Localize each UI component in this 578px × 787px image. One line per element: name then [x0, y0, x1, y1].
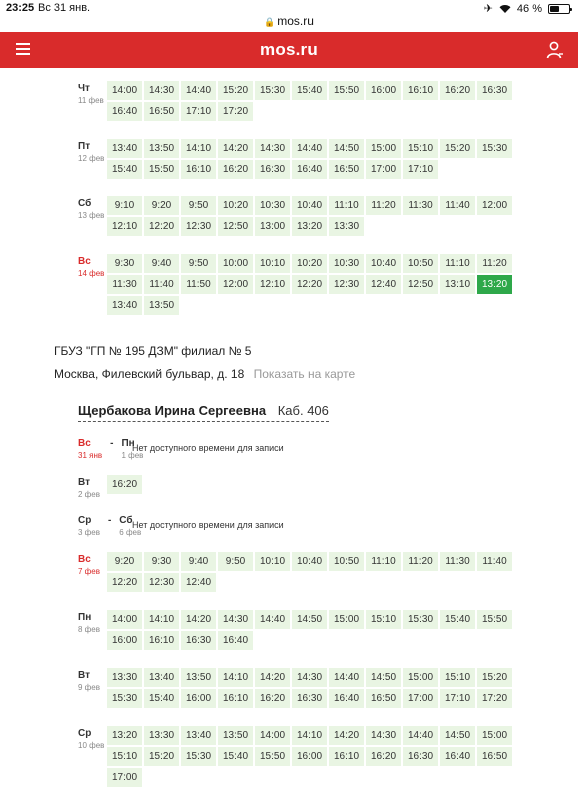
time-slots [107, 81, 517, 121]
day-date: 10 фев [78, 741, 105, 750]
range-start [78, 515, 100, 537]
time-slot[interactable]: 12:50 [218, 217, 253, 236]
time-slot[interactable]: 15:10 [107, 747, 142, 766]
day-label [78, 141, 104, 163]
time-slot[interactable]: 16:50 [366, 689, 401, 708]
time-slot[interactable]: 11:40 [477, 552, 512, 571]
time-slot[interactable]: 11:50 [181, 275, 216, 294]
time-slot[interactable]: 11:10 [440, 254, 475, 273]
time-slot[interactable]: 12:20 [292, 275, 327, 294]
time-slot[interactable]: 17:10 [440, 689, 475, 708]
day-label [78, 83, 104, 105]
user-icon[interactable] [546, 41, 564, 59]
time-slot[interactable]: 12:30 [329, 275, 364, 294]
day-name: Вт [78, 670, 90, 681]
time-slot[interactable]: 16:10 [329, 747, 364, 766]
time-slots [107, 552, 517, 592]
time-slot[interactable]: 13:50 [144, 139, 179, 158]
time-slot[interactable]: 11:40 [144, 275, 179, 294]
time-slot[interactable]: 15:20 [218, 81, 253, 100]
day-date: 9 фев [78, 683, 100, 692]
time-slot[interactable]: 15:00 [403, 668, 438, 687]
day-date: 31 янв [78, 451, 103, 460]
time-slot[interactable]: 16:40 [292, 160, 327, 179]
time-slot[interactable]: 10:20 [292, 254, 327, 273]
time-slot[interactable]: 16:30 [477, 81, 512, 100]
day-label [78, 198, 104, 220]
time-slot[interactable]: 9:30 [144, 552, 179, 571]
time-slot[interactable]: 9:20 [144, 196, 179, 215]
time-slot[interactable]: 12:30 [144, 573, 179, 592]
time-slot[interactable]: 11:30 [403, 196, 438, 215]
time-slot[interactable]: 16:10 [403, 81, 438, 100]
day-name: Сб [119, 515, 133, 526]
day-label [78, 554, 100, 576]
day-date: 14 фев [78, 269, 105, 278]
time-slot[interactable]: 10:00 [218, 254, 253, 273]
time-slot[interactable]: 17:20 [218, 102, 253, 121]
time-slot[interactable]: 14:50 [329, 139, 364, 158]
time-slot[interactable]: 12:10 [107, 217, 142, 236]
time-slot[interactable]: 10:30 [329, 254, 364, 273]
day-name: Вт [78, 477, 90, 488]
time-slot[interactable]: 15:30 [403, 610, 438, 629]
time-slot[interactable]: 12:10 [255, 275, 290, 294]
time-slot[interactable]: 16:20 [366, 747, 401, 766]
day-label [78, 670, 100, 692]
range-separator: - [107, 515, 112, 526]
time-slot[interactable]: 16:20 [107, 475, 142, 494]
time-slot[interactable]: 15:40 [218, 747, 253, 766]
url-text: mos.ru [277, 14, 314, 28]
time-slot[interactable]: 12:00 [218, 275, 253, 294]
url-bar[interactable] [0, 14, 578, 32]
time-slot[interactable]: 16:10 [144, 631, 179, 650]
time-slots [107, 196, 517, 236]
day-date: 11 фев [78, 96, 104, 105]
time-slot[interactable]: 9:50 [218, 552, 253, 571]
time-slot[interactable]: 14:10 [292, 726, 327, 745]
time-slot[interactable]: 15:50 [477, 610, 512, 629]
time-slot[interactable]: 16:40 [440, 747, 475, 766]
day-name: Ср [78, 728, 92, 739]
time-slot[interactable]: 11:10 [329, 196, 364, 215]
time-slot[interactable]: 10:40 [292, 552, 327, 571]
time-slot[interactable]: 12:20 [144, 217, 179, 236]
time-slot[interactable]: 17:20 [477, 689, 512, 708]
time-slot[interactable]: 15:10 [440, 668, 475, 687]
time-slot[interactable]: 14:30 [144, 81, 179, 100]
time-slot[interactable]: 15:50 [144, 160, 179, 179]
time-slot[interactable]: 14:20 [255, 668, 290, 687]
time-slots [107, 139, 517, 179]
time-slot[interactable]: 12:00 [477, 196, 512, 215]
time-slot[interactable]: 16:00 [292, 747, 327, 766]
day-date: 13 фев [78, 211, 105, 220]
time-slot[interactable]: 14:10 [181, 139, 216, 158]
time-slot[interactable]: 16:40 [329, 689, 364, 708]
time-slot[interactable]: 13:40 [144, 668, 179, 687]
time-slot[interactable]: 10:20 [218, 196, 253, 215]
wifi-icon [499, 4, 511, 13]
time-slot[interactable]: 14:40 [329, 668, 364, 687]
time-slot[interactable]: 9:40 [144, 254, 179, 273]
time-slot[interactable]: 13:00 [255, 217, 290, 236]
time-slot[interactable]: 10:10 [255, 552, 290, 571]
time-slot[interactable]: 14:20 [218, 139, 253, 158]
day-label [78, 612, 100, 634]
day-date: 8 фев [78, 625, 100, 634]
time-slot[interactable]: 11:20 [366, 196, 401, 215]
time-slot[interactable]: 14:20 [181, 610, 216, 629]
time-slot[interactable]: 13:50 [218, 726, 253, 745]
time-slot[interactable]: 14:30 [292, 668, 327, 687]
time-slot[interactable]: 10:40 [292, 196, 327, 215]
time-slot[interactable]: 13:40 [107, 296, 142, 315]
time-slot[interactable]: 13:20 [292, 217, 327, 236]
time-slot[interactable]: 13:20 [107, 726, 142, 745]
day-date: 12 фев [78, 154, 105, 163]
show-on-map-link[interactable]: Показать на карте [253, 367, 356, 381]
time-slot[interactable]: 15:10 [403, 139, 438, 158]
time-slot[interactable]: 9:20 [107, 552, 142, 571]
time-slot[interactable]: 10:50 [329, 552, 364, 571]
time-slot[interactable]: 16:20 [440, 81, 475, 100]
time-slot[interactable]: 16:10 [181, 160, 216, 179]
day-label [78, 728, 104, 750]
day-label [78, 256, 104, 278]
time-slot[interactable]: 14:10 [144, 610, 179, 629]
time-slot[interactable]: 16:30 [292, 689, 327, 708]
clinic-address-text: Москва, Филевский бульвар, д. 18 [54, 367, 245, 381]
time-slot[interactable]: 13:40 [107, 139, 142, 158]
time-slot[interactable]: 15:40 [292, 81, 327, 100]
time-slot[interactable]: 12:40 [181, 573, 216, 592]
time-slot[interactable]: 15:40 [144, 689, 179, 708]
doctor-header[interactable] [78, 403, 329, 422]
time-slot[interactable]: 17:00 [107, 768, 142, 787]
time-slot[interactable]: 15:20 [440, 139, 475, 158]
time-slot[interactable]: 13:30 [144, 726, 179, 745]
time-slot[interactable]: 13:40 [181, 726, 216, 745]
time-slot[interactable]: 14:30 [255, 139, 290, 158]
time-slot[interactable]: 13:30 [107, 668, 142, 687]
battery-percent: 46 % [516, 2, 542, 15]
time-slots [107, 726, 517, 787]
time-slot[interactable]: 16:50 [329, 160, 364, 179]
doctor-room: Каб. 406 [277, 403, 329, 418]
time-slot[interactable]: 14:50 [292, 610, 327, 629]
airplane-icon: ✈ [483, 3, 493, 15]
time-slot[interactable]: 9:40 [181, 552, 216, 571]
day-name: Пн [78, 612, 92, 623]
time-slots [107, 668, 517, 708]
day-name: Пн [121, 438, 135, 449]
time-slot[interactable]: 14:10 [218, 668, 253, 687]
time-slot[interactable]: 10:30 [255, 196, 290, 215]
time-slot[interactable]: 12:30 [181, 217, 216, 236]
time-slots [107, 475, 517, 494]
time-slot[interactable]: 9:10 [107, 196, 142, 215]
day-date: 7 фев [78, 567, 100, 576]
time-slot[interactable]: 15:50 [329, 81, 364, 100]
time-slot[interactable]: 16:20 [218, 160, 253, 179]
day-label [78, 477, 100, 499]
time-slot[interactable]: 15:30 [181, 747, 216, 766]
day-name: Ср [78, 515, 92, 526]
status-time: 23:25 [6, 2, 35, 14]
time-slot[interactable]: 13:50 [181, 668, 216, 687]
time-slot[interactable]: 15:20 [477, 668, 512, 687]
time-slot[interactable]: 14:50 [440, 726, 475, 745]
time-slot[interactable]: 12:50 [403, 275, 438, 294]
status-date: Вс 31 янв. [38, 2, 91, 14]
time-slot[interactable]: 16:00 [181, 689, 216, 708]
time-slot[interactable]: 16:00 [366, 81, 401, 100]
time-slot[interactable]: 9:50 [181, 196, 216, 215]
time-slot[interactable]: 15:00 [329, 610, 364, 629]
time-slot[interactable]: 16:00 [107, 631, 142, 650]
time-slot[interactable]: 14:40 [403, 726, 438, 745]
time-slot[interactable]: 15:20 [144, 747, 179, 766]
time-slot[interactable]: 10:50 [403, 254, 438, 273]
time-slot[interactable]: 12:20 [107, 573, 142, 592]
no-slots-message: Нет доступного времени для записи [132, 520, 284, 530]
time-slot[interactable]: 9:30 [107, 254, 142, 273]
time-slot[interactable]: 13:10 [440, 275, 475, 294]
clinic-address [54, 367, 355, 381]
time-slot[interactable]: 14:30 [366, 726, 401, 745]
day-date: 3 фев [78, 528, 100, 537]
time-slot[interactable]: 11:20 [477, 254, 512, 273]
time-slot[interactable]: 11:30 [440, 552, 475, 571]
time-slot[interactable]: 10:40 [366, 254, 401, 273]
time-slot[interactable]: 17:00 [403, 689, 438, 708]
time-slot[interactable]: 10:10 [255, 254, 290, 273]
day-name: Вс [78, 256, 91, 267]
time-slot[interactable]: 11:20 [403, 552, 438, 571]
time-slot[interactable]: 17:10 [181, 102, 216, 121]
clinic-name: ГБУЗ "ГП № 195 ДЗМ" филиал № 5 [54, 344, 252, 358]
day-date: 2 фев [78, 490, 100, 499]
time-slot[interactable]: 11:40 [440, 196, 475, 215]
time-slot[interactable]: 11:30 [107, 275, 142, 294]
day-date: 6 фев [119, 528, 142, 537]
time-slot[interactable]: 14:20 [329, 726, 364, 745]
time-slot[interactable]: 16:30 [255, 160, 290, 179]
site-logo[interactable]: mos.ru [260, 40, 318, 59]
battery-icon [548, 4, 570, 14]
time-slot[interactable]: 13:30 [329, 217, 364, 236]
time-slot[interactable]: 16:40 [107, 102, 142, 121]
time-slot[interactable]: 14:00 [255, 726, 290, 745]
time-slot[interactable]: 14:50 [366, 668, 401, 687]
time-slot[interactable]: 15:10 [366, 610, 401, 629]
day-name: Вс [78, 438, 91, 449]
time-slot[interactable]: 15:50 [255, 747, 290, 766]
day-name: Сб [78, 198, 92, 209]
time-slot[interactable]: 15:30 [107, 689, 142, 708]
time-slot[interactable]: 13:50 [144, 296, 179, 315]
time-slot[interactable]: 16:10 [218, 689, 253, 708]
time-slot[interactable]: 16:20 [255, 689, 290, 708]
time-slot[interactable]: 16:40 [218, 631, 253, 650]
time-slot[interactable]: 15:30 [477, 139, 512, 158]
time-slot[interactable]: 15:00 [477, 726, 512, 745]
day-name: Чт [78, 83, 90, 94]
time-slot[interactable]: 11:10 [366, 552, 401, 571]
time-slot[interactable]: 16:50 [144, 102, 179, 121]
time-slot[interactable]: 14:00 [107, 81, 142, 100]
time-slots [107, 610, 517, 650]
range-separator: - [110, 438, 114, 449]
time-slot[interactable]: 15:40 [107, 160, 142, 179]
time-slots [107, 254, 517, 315]
time-slot[interactable]: 17:10 [403, 160, 438, 179]
day-name: Пт [78, 141, 91, 152]
time-slot[interactable]: 17:00 [366, 160, 401, 179]
time-slot[interactable]: 16:30 [181, 631, 216, 650]
time-slot[interactable]: 9:50 [181, 254, 216, 273]
time-slot[interactable]: 14:00 [107, 610, 142, 629]
no-slots-message: Нет доступного времени для записи [132, 443, 284, 453]
site-header [0, 32, 578, 68]
time-slot[interactable]: 14:40 [181, 81, 216, 100]
time-slot[interactable]: 16:30 [403, 747, 438, 766]
time-slot[interactable]: 15:00 [366, 139, 401, 158]
time-slot[interactable]: 14:40 [292, 139, 327, 158]
time-slot[interactable]: 15:30 [255, 81, 290, 100]
time-slot[interactable]: 12:40 [366, 275, 401, 294]
time-slot[interactable]: 15:40 [440, 610, 475, 629]
day-name: Вс [78, 554, 91, 565]
time-slot[interactable]: 13:20 [477, 275, 512, 294]
day-date: 1 фев [121, 451, 144, 460]
lock-icon: 🔒 [264, 17, 276, 27]
doctor-name[interactable]: Щербакова Ирина Сергеевна [78, 403, 267, 418]
range-start [78, 438, 102, 460]
time-slot[interactable]: 14:40 [255, 610, 290, 629]
time-slot[interactable]: 14:30 [218, 610, 253, 629]
time-slot[interactable]: 16:50 [477, 747, 512, 766]
